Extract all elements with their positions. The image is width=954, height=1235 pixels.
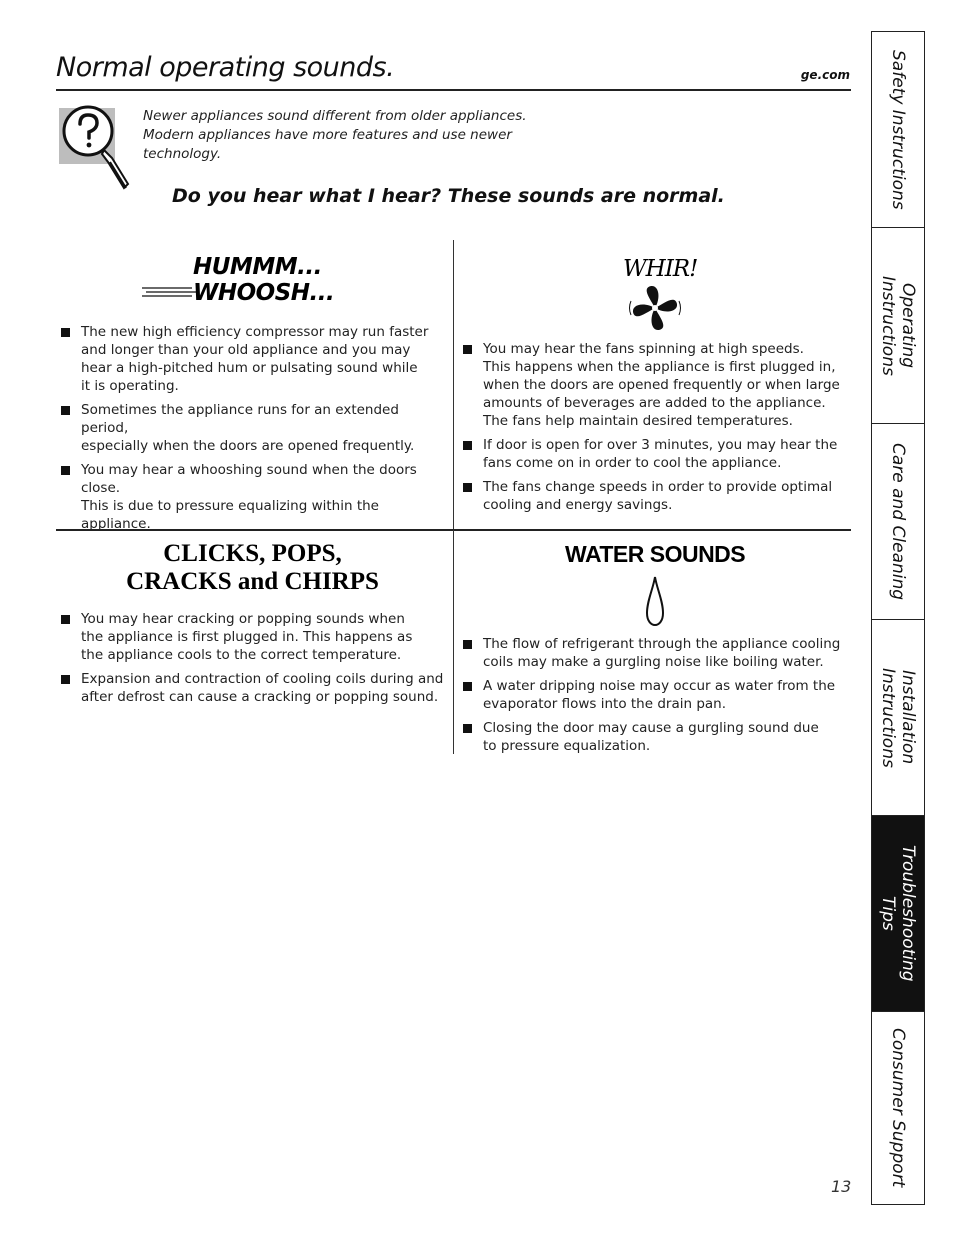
- intro-text: Newer appliances sound different from older appliances. Modern appliances have more features and use newer technology.: [143, 108, 527, 162]
- hum-bullet-list: [56, 323, 448, 539]
- list-item: You may hear cracking or popping sounds when the appliance is first plugged in. This happens as the appliance cools to the correct temperature.: [56, 610, 448, 664]
- column-divider-top: [453, 240, 454, 529]
- subheading: Do you hear what I hear? These sounds are normal.: [172, 185, 725, 207]
- fan-icon: [627, 283, 683, 333]
- clicks-section-title: CLICKS, POPS, CRACKS and CHIRPS: [126, 540, 379, 595]
- speed-lines-icon: [142, 286, 196, 298]
- whir-section-title: WHIR!: [623, 256, 698, 282]
- tab-troubleshooting-tips[interactable]: Troubleshooting Tips: [872, 816, 924, 1012]
- title-rule: [56, 89, 851, 91]
- question-magnifier-icon: [58, 104, 138, 194]
- water-section-title: WATER SOUNDS: [565, 541, 746, 567]
- tab-consumer-support[interactable]: Consumer Support: [888, 1028, 908, 1188]
- page-title: Normal operating sounds.: [56, 52, 395, 83]
- list-item: The flow of refrigerant through the appliance cooling coils may make a gurgling noise like boiling water.: [458, 635, 848, 671]
- hum-section-title: HUMMM... WHOOSH...: [193, 254, 335, 306]
- list-item: You may hear the fans spinning at high speeds. This happens when the appliance is first plugged in, when the doors are opened frequently or when large amounts of beverages are added to the appliance. The fans help maintain desired temperatures.: [458, 340, 848, 430]
- tab-operating-instructions[interactable]: Operating Instructions: [872, 228, 924, 424]
- list-item: The fans change speeds in order to provide optimal cooling and energy savings.: [458, 478, 848, 514]
- list-item: Sometimes the appliance runs for an extended period, especially when the doors are opened frequently.: [56, 401, 448, 455]
- whir-bullet-list: [458, 340, 848, 520]
- page-number: 13: [831, 1177, 852, 1196]
- site-url: ge.com: [800, 68, 850, 82]
- list-item: If door is open for over 3 minutes, you may hear the fans come on in order to cool the appliance.: [458, 436, 848, 472]
- tab-installation-instructions[interactable]: Installation Instructions: [872, 620, 924, 816]
- list-item: You may hear a whooshing sound when the doors close. This is due to pressure equalizing within the appliance.: [56, 461, 448, 533]
- list-item: A water dripping noise may occur as water from the evaporator flows into the drain pan.: [458, 677, 848, 713]
- list-item: Closing the door may cause a gurgling sound due to pressure equalization.: [458, 719, 848, 755]
- clicks-bullet-list: [56, 610, 448, 712]
- tab-safety-instructions[interactable]: Safety Instructions: [872, 32, 924, 228]
- section-tabs-sidebar: [871, 31, 925, 1205]
- water-drop-icon: [643, 575, 667, 627]
- column-divider-bottom: [453, 530, 454, 754]
- list-item: Expansion and contraction of cooling coils during and after defrost can cause a cracking or popping sound.: [56, 670, 448, 706]
- water-bullet-list: [458, 635, 848, 761]
- list-item: The new high efficiency compressor may run faster and longer than your old appliance and you may hear a high-pitched hum or pulsating sound while it is operating.: [56, 323, 448, 395]
- tab-care-and-cleaning[interactable]: Care and Cleaning: [872, 424, 924, 620]
